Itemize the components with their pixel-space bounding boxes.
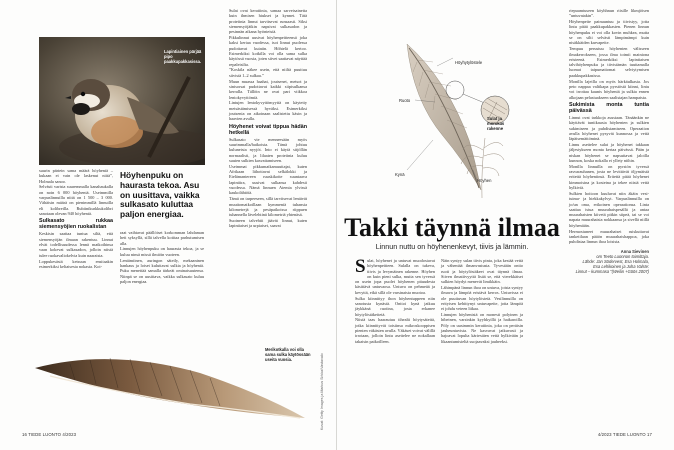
paragraph: Linnu asettelee sulat ja höyhenet takkaan jäljestykseen monta kertaa päivässä. Pään ja niskan höyhenet se napsuttavat jaloilla kunnon, koska nokalla ei yllety niihin.: [569, 142, 649, 163]
paragraph: Linnujen höyhenpuku on haurasta tekoa, ja se kuluu ninsä missä ilmiöin vuoteen.: [120, 246, 204, 257]
left-column-3: [229, 8, 307, 229]
paragraph: Höyhenpeite painuuntuu ja tiivistyy, jotta lintu pitää paakkupakkasten. Pienen linnun höyhenpuku ei voi olla kovin muhkea, mutta se on silti selvästi lämpimämpi kuin nisäkkäiden karvapeite.: [569, 19, 649, 46]
paragraph: Muun muassa haahat, joutsenet, metsot ja sinisorsat pudottavat kaikki siipisulkansa kerralla. Tällöin ne ovat pari viikkoa lentokyvyttömiä.: [229, 78, 307, 100]
article-title: Takki täynnä ilmaa: [344, 213, 560, 242]
article-subtitle: Linnun nuttu on höyhenenkevyt, tiivis ja lämmin.: [375, 242, 529, 251]
bird-photo-caption: Lapintiainen pärjää pipo paakkupakkasissa.: [164, 49, 202, 65]
author-name: Anna Sievinen: [620, 248, 649, 254]
label-ruoto: Ruoto: [399, 98, 411, 103]
photo-credit: Kuvat: Getty Images ja Markus Sirkka/Vastavalo: [320, 353, 324, 430]
paragraph: ulat, höyhenet ja untuvat muodostavat höyhenpeitteen. Sulalla on tukeva, tiivis ja levymäinen rakenne. Höyhen on kuin pieni sulka, mutta sen tyvessä on usein jopa puolet höyhenen pituudesta käsittävä untuvaosa. Untuva on pehmeää ja kevyttä, eikä sillä ole varsinaista muotoa.: [355, 258, 435, 295]
subheading: Sulkasato rukkaa siemensyöjien ruokalistan: [39, 218, 113, 231]
paragraph: Lentämiinen, auringon säteily, mekaaninen hankaus ja loiset kuluttavat sulkia ja höyheniä. Puku menettää samalla tärkeät ominaisuutensa. Niinpä se on uusittava, vaikka sulkasato kuluu paljon energiaa.: [120, 257, 204, 284]
paragraph: Sulat ovat keratiinia, samaa sarveisainetta kuin ihmisen hiukset ja kynnet. Tätä proteiinia linnut tarvitsevat runsaasti. Siksi siemensyöjätkin napsivat sulkasadon ja pesinnän aikana hyönteisiä.: [229, 8, 307, 35]
paragraph: Useimmat pikkumatkamuuttajat, kuten Afrikaan liihottavat selkälokki ja Etelämantereen ruuskikotte suuntaava lapintiira, uusivat sulkansa kahdesti vuodessa. Nämä linnuen Aiemia ylvissä kaukolähtöiä.: [229, 163, 307, 196]
paragraph: Lintujen lentokyvyttömyyttä on käytetty metsästämisessä hyväksi. Esimerkiksi joutsenia on aikoinaan saalistettu käsin ja haavien avulla.: [229, 100, 307, 122]
subheading: Höyhenet voivat tippua hädän hetkellä: [229, 123, 307, 136]
feather-caption: Merikotkalla voi olla sama sulka käytössään useita vuosia.: [265, 347, 311, 363]
paragraph: Loppukesästä ketsuun ensitaakin esimerkiksi keltaisesta nokasta. Koi-: [39, 258, 113, 269]
left-column-1: [39, 168, 113, 270]
paragraph: Näin syntyy sulan tiivis pinta, joka kestää vettä ja vähentää ilmanvastusta. Tyvestään ontto ruoti ja höytylöstäkeet ovat täynnä ilmaa. Siiven ilmatiivyyttä lisää se, että vierekkäiset sulkien höydyt menevät limikkäin.: [441, 258, 523, 285]
page-footer-left: 16 TIEDE LUONTO 4/2023: [22, 432, 77, 437]
paragraph: Monilla linnuilla on pyrstön tyvessä rasvarauhanen, josta ne levittävät öljymäistä eritettä höyheniinsä. Eritettä pitää höyhenet kimmoisina ja kosteina ja tekee niistä vettä hylkiviä.: [569, 163, 649, 191]
label-hoyhen: Höyhen: [477, 178, 492, 183]
paragraph: Hermostuneet muurahaiset ruiskuttavat tanketilaan pääön muurahaishappoa, joka puhdistaa linnun ihoa loisista.: [569, 228, 649, 245]
paragraph: Niistä taas haarautuu tihealti höytysäteitä, jotka kiinnittyvät toisiinsa mikroskooppisen pienten väkästen avulla. Väkäset voivat välillä irrotaan, jolloin lintu asettelee ne nokallaan takaisin paikoilleen.: [355, 317, 435, 344]
author-line: Esa Lehikoinen ja Juha Valste:: [593, 263, 649, 269]
paragraph: Monilla lajeilla on myös härkäulkasia. Jos peto nappaa valtikapa pyrstöstä kiinni, lintu voi irrottaa kaunis höyheniä ja sulkia ennen alkojaan pelastuakseen saalistajan hampaista.: [569, 78, 649, 100]
author-block: [569, 249, 649, 274]
paragraph: Selvästi varista suuremmalla kanahaukalla on noin 6 000 höyhentä. Useimmilla varpuslinnuilla niitä on 1 500 – 3 000. Vähäisin määrä on pienimmillä linnuilla eli kolibreilla. Rubiinikurkkukolibri sanotaan olevan 940 höyhentä.: [39, 184, 113, 216]
paragraph: Sulka kiinnittyy ihon höyhentuppeen niin sanotusta kynästä. Onttoi kynä jatkuu jäykkänä ruotina, josta erkanee höytylöstäkeitetä.: [355, 295, 435, 317]
label-hoyhytyloste: Höyhytylöstele: [455, 60, 483, 65]
right-column-1: [355, 258, 435, 345]
author-line: om Teeto Luonnon toimittaja.: [596, 253, 649, 259]
paragraph: Keskisin saattaa tuntua siltä, että siemensyöjän ilmaan rakentuu. Linnut elvät todellisuudessa lennä matkoihinsa vaan kokevat sulkasadon, jolloin niistä tulee ruokavaliokelvia kuin naaraista.: [39, 231, 113, 258]
right-column-3: [569, 8, 649, 274]
paragraph: Linnut ovat tarkkoja asustaan. Tänäänkin ne käyttävät tuntikausia höyhenten ja sulkien sukimiseen ja puhdistamiseen. Operaation avulla höyhenet pysyvät kunnossa ja vettä läpäisemättöminä.: [569, 115, 649, 142]
paragraph: raat vaihtavat päällöiset korkomman lahdaman heti syksyllä, sillä talvella kotitaa parhutumisen alla.: [120, 230, 204, 246]
subheading: Sukimista monta tuntia päivässä: [569, 101, 649, 115]
paragraph: Sulkien hoitoon kuuluvat niin äkäin vesi- tuima- ja hiekkakylvyt. Varpuslinnuilla on jo/un oma, erikoinen operaationsa. Linta saattaa istua muurahaispesällä ja antaa muurahaisten kiivetä pitkin siipeä, tai se voi napata muurahaisia nokkaansa ja sivellä niillä höyheniään.: [569, 190, 649, 228]
paragraph: ”Koskila näkee usein, että niiltä puuttuu siivistä 1–2 sulkaa.”: [229, 67, 307, 78]
paragraph: Tempuu perustuu höyhenten välisseen ilmakerrokseen, jossa ilma toimii mainiona eristeenä. Esimerkiksi lapintiaisen talvihöyhenpuku ja tiivistämän tuuttamalla luomat taipumattomat selviytymisen paakkupakkasissa.: [569, 46, 649, 78]
left-column-2: [120, 230, 204, 285]
pull-quote: Höyhenpuku on haurasta tekoa. Asu on uusittava, vaikka sulkasato kuluttaa paljon energiaa.: [120, 170, 200, 220]
paragraph: riepuamtuseen köyhhnun riisille likmjöisen ”untuvatakin”.: [569, 8, 649, 19]
paragraph: Linnujen höyhenistä on monesti polyinen ja hibeinen, varsinkin kyyhkyillä ja haikaroilla. Pöly on uusimmin keratiinia, joka on peräisin jauheuntuvista. Ne kasvavat jatkuvasti ja hajoavat lopulta käriestäen vettä hylkivään ja likaantumisieltä suojaavaksi jauheeksi.: [441, 312, 523, 344]
label-sulka-rakenne: Sulat ja morskas rakenne: [487, 116, 505, 131]
down-feather-image: [457, 130, 507, 200]
dropcap: S: [355, 256, 366, 277]
author-line: Lähde: Jan Södervest, Esa Holmala,: [582, 258, 649, 264]
bird-photo: [39, 37, 205, 165]
paragraph: Tämä on tarpeeseen, sillä tarvitsevat lentävät muuttomatkoillaan kymmeniä tuhansia kilometrejä ja pesäpaikoissa riippuen tuhannella lävelehtinä kilometriä yhtenäsä.: [229, 196, 307, 218]
paragraph: Suoineen talvehtii jäävät linnut, kuten lapintiaiset ja urpiaiset, saavat: [229, 218, 307, 229]
paragraph: Lähimpänä linnun ihoa on untuva, joista syntyy ilmava ja lämpöä eristävä kerros. Untuvissa ei ole puuttuvan höytylöstetä. Vesilinnuilla on erityisen kehittynyt untuvapeite, jotta lämpöä ei johdu veteen liikaa.: [441, 285, 523, 312]
paragraph: Sulkasato vie menneesään myös suurimmalla/haikoista. Tämä johtuu kuluneista nyyjöt. Into ei käytä sitjöllän normaalisti, ja lilaaten proteiinia kuluu suuien sulkien kasvattamiseen.: [229, 136, 307, 163]
page-footer-right: 4/2023 TIEDE LUONTO 17: [597, 432, 652, 437]
paragraph: suurin pärtein sama määrä höyheniä – kukaan ei vain ole laskenut niitä”, Holmala sanoo.: [39, 168, 113, 184]
right-column-2: [441, 258, 523, 345]
label-kyna: Kynä: [395, 172, 405, 177]
paragraph: Pikkulinnut uusivat höyhenpeitteensä joka kaksi kertaa vuodessa, isot linnut puolessa pudottavat kuiatin. Höhtelä kertoo. Esimerkiksi kotkilla voi olla sama sulka käytössä vuosia, joten siivet saattavat näyttää repaleisilta.: [229, 35, 307, 67]
author-line: Linnut – kummasa "(Weilin +Göös 2007): [575, 268, 649, 274]
